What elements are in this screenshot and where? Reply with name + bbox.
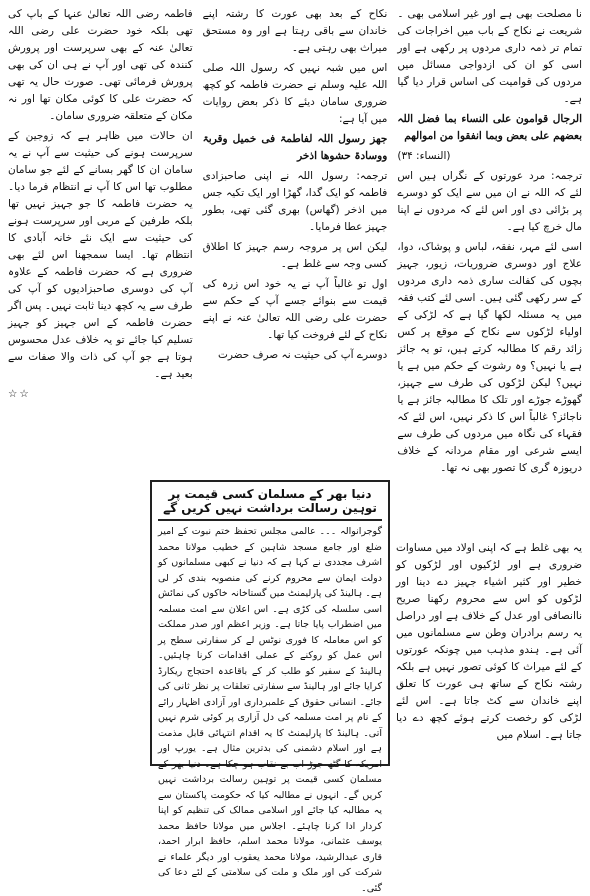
verse-reference: (النساء: ۳۴) [397,150,451,162]
column-right [397,6,582,546]
quran-verse: الرجال قوامون علی النساء بما فضل اللہ بعضھم علی بعض وبما انفقوا من اموالھم [397,113,582,142]
news-box-body: گوجرانوالہ ۔۔۔ عالمی مجلس تحفظ ختم نبوت کے امیر ضلع اور جامع مسجد شاہین کے خطیب مولانا محمد اشرف مجددی نے کہا ہے کہ دنیا نے کبھی مسلمانوں کو دولت ایمان سے محروم کرنے کی منصوبہ بندی کر لی ہے۔ ہالینڈ کی پارلیمنٹ میں گستاخانہ خاکوں کی نمائش اسی سلسلہ کی کڑی ہے۔ اس اعلان سے امت مسلمہ میں اضطراب پایا جاتا ہے۔ وزیر اعظم اور صدر مملکت کو اس معاملہ کا فوری نوٹس لے کر سفارتی سطح پر اس عمل کو روکنے کے عملی اقدامات کرنا چاہئیں۔ ہالینڈ کے سفیر کو طلب کر کے باقاعدہ احتجاج ریکارڈ کرایا جائے اور ہالینڈ سے سفارتی تعلقات پر نظر ثانی کی جائے۔ انسانی حقوق کے علمبرداری اور آزادی اظہار رائے کے نام پر امت مسلمہ کی دل آزاری پر کوئی شرم نہیں آتی۔ ہالینڈ کا پارلیمنٹ کا یہ اقدام انتہائی قابل مذمت ہے اور اسلام دشمنی کی بدترین مثال ہے۔ یورپ اور امریکہ کا گٹھ جوڑ اب بے نقاب ہو چکا ہے۔ دنیا بھر کے مسلمان کسی قیمت پر توہین رسالت برداشت نہیں کریں گے۔ انہوں نے مطالبہ کیا کہ حکومت پاکستان سے یہ مطالبہ کیا جائے اور اسلامی ممالک کی تنظیم کو اپنا کردار ادا کرنا چاہئے۔ اجلاس میں مولانا حافظ محمد یوسف عثمانی، مولانا محمد اسلم، حافظ ابرار احمد، قاری عبدالرشید، مولانا محمد یعقوب اور دیگر علماء نے شرکت کی اور ملک و ملت کی سلامتی کے لئے دعا کی گئی۔ [158,526,382,894]
end-stars: ☆☆ [7,388,31,400]
paragraph: اول تو غالباً آپ نے یہ خود اس زرہ کی قیمت سے بنوائے جسے آپ کے حکم سے حضرت علی رضی اللہ تعالیٰ عنہ نے اپنے نکاح کے لئے فروخت کیا تھا۔ [202,278,388,341]
column-middle [203,6,388,546]
paragraph: نکاح کے بعد بھی عورت کا رشتہ اپنے خاندان سے باقی رہتا ہے اور وہ مستحق میراث بھی رہتی ہے۔ [202,8,388,54]
column-right-continued [396,540,582,766]
paragraph: یہ بھی غلط ہے کہ اپنی اولاد میں مساوات ضروری ہے اور لڑکیوں اور لڑکوں کو خطیر اور کثیر اشیاء جہیز دے دینا اور لڑکوں کو اس سے محروم رکھنا صریح ناانصافی اور عدل کے خلاف ہے اور دراصل یہ رسم برادران وطن سے مسلمانوں میں آئی ہے۔ ہندو مذہب میں چونکہ عورتوں کے لئے میراث کا کوئی تصور نہیں ہے بلکہ رشتہ نکاح کے ساتھ ہی عورت کا تعلق اپنے خاندان سے کٹ جاتا ہے۔ اس لئے لڑکی کو رخصت کرتے ہوئے کچھ دے دیا جاتا ہے۔ اسلام میں [396,542,582,741]
paragraph: فاطمہ رضی اللہ تعالیٰ عنہا کے باپ کی تھی بلکہ خود حضرت علی رضی اللہ تعالیٰ عنہ کے بھی سرپرست اور پرورش کنندہ کی تھی اور آپ نے ہی ان کی بھی پرورش فرمائی تھی۔ صورت حال یہ تھی کہ حضرت علی کا کوئی مکان تھا اور نہ مکان کے متعلقہ ضروری سامان۔ [7,8,193,122]
hadith-quote: جھز رسول اللہ لفاطمۃ فی خمیل وقربۃ ووسادۃ حشوھا اذخر [202,133,388,162]
paragraph: لیکن اس پر مروجہ رسم جہیز کا اطلاق کسی وجہ سے غلط ہے۔ [202,241,388,270]
paragraph: ترجمہ: مرد عورتوں کے نگراں ہیں اس لئے کہ اللہ نے ان میں سے ایک کو دوسرے پر بڑائی دی اور اس لئے کہ مردوں نے اپنا مال خرچ کیا ہے۔ [397,170,582,233]
paragraph: ان حالات میں ظاہر ہے کہ زوجین کے سرپرست ہونے کی حیثیت سے آپ نے یہ سامان ان کا گھر بسانے کے لئے جو سامان مطلوب تھا اس کا آپ نے انتظام فرما دیا۔ یہ حضرت فاطمہ کا جو جہیز نہیں تھا بلکہ طرفین کے مربی اور سرپرست ہونے کی حیثیت سے ایک نئے خانہ آبادی کا انتظام تھا۔ ایسا سمجھنا اس لئے بھی ضروری ہے کہ حضرت فاطمہ کے علاوہ آپ کی دوسری صاحبزادیوں کو آپ کی طرف سے یہ کچھ دینا ثابت نہیں۔ پس اگر حضرت فاطمہ کے اس جہیز کو جہیز تسلیم کیا جائے تو یہ خلاف عدل محسوس ہوتا ہے جو آپ کی ذات والا صفات سے بعید ہے۔ [7,130,193,380]
news-box-title: دنیا بھر کے مسلمان کسی قیمت پر توہین رسالت برداشت نہیں کریں گے [158,485,382,521]
paragraph: ترجمہ: رسول اللہ نے اپنی صاحبزادی فاطمہ کو ایک گدا، گھڑا اور ایک تکیہ جس میں اذخر (گھاس) بھری گئی تھی، بطور جہیز عطا فرمایا۔ [202,170,388,233]
column-left [8,6,193,546]
paragraph: اس میں شبہ نہیں کہ رسول اللہ صلی اللہ علیہ وسلم نے حضرت فاطمہ کو کچھ ضروری سامان دیئے کا ذکر بعض روایات میں آیا ہے: [202,62,388,125]
news-box [150,480,390,894]
paragraph: اسی لئے مہر، نفقہ، لباس و پوشاک، دوا، علاج اور دوسری ضروریات، زیور، جہیز بچوں کی کفالت ساری ذمہ داری مردوں کے سر رکھی گئی ہیں۔ اسی لئے کتب فقہ میں یہ مسئلہ لکھا گیا ہے کہ لڑکی کے اولیاء لڑکوں سے نکاح کے موقع پر کس زائد رقم کا مطالبہ کرتے ہیں، تو یہ جائز ہے یا نہیں؟ وہ رشوت کے حکم میں ہے یا نہیں؟ لیکن لڑکوں کی طرف سے جہیز، گھوڑے جوڑے اور تلک کا مطالبہ جائز ہے یا ناجائز؟ غالباً اس کا ذکر نہیں، اس لئے کہ فقہاء کی نگاہ میں مردوں کی طرف سے ایسے شرعی اور مقام مردانہ کے خلاف دریوزہ گری کا تصور بھی نہ تھا۔ [397,241,582,474]
paragraph: دوسرے آپ کی حیثیت نہ صرف حضرت [218,349,388,361]
text-columns [8,6,582,546]
paragraph: نا مصلحت بھی ہے اور غیر اسلامی بھی ۔ شریعت نے نکاح کے باب میں اخراجات کی تمام تر ذمہ داری مردوں پر رکھی ہے اور اسی کو ان کی ازدواجی مسائل میں مردوں کی قوامیت کی اساس قرار دیا گیا ہے۔ [397,8,582,105]
